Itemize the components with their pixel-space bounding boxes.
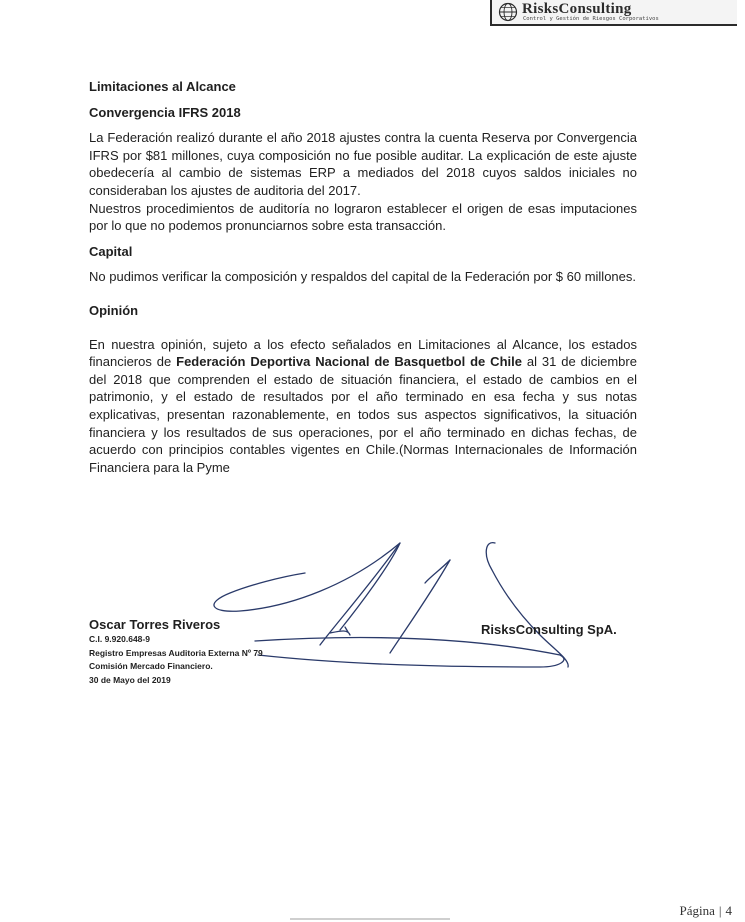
- signer-ci: C.I. 9.920.648-9: [89, 634, 150, 644]
- limitaciones-heading: Limitaciones al Alcance: [89, 79, 236, 94]
- opinion-text-pre: En nuestra opinión, sujeto a los efecto señalados en Limitaciones al Alcance, los estados financieros de: [89, 336, 637, 370]
- page-label: Página: [679, 903, 715, 918]
- opinion-heading: Opinión: [89, 302, 139, 318]
- page-separator: |: [718, 903, 722, 918]
- opinion-text-post: al 31 de diciembre del 2018 que comprenden el estado de situación financiera, el estado de cambios en el patrimonio, y el estado de resultados por el año terminado en esa fecha y sus notas explicativas, presentan razonablemente, en todos sus aspectos significativos, la situación financiera y los resultados de sus operaciones, por el año terminado en dichas fechas, de acuerdo con principios contables vigentes en Chile.(Normas Internacionales de Información Financiera para la Pyme: [89, 354, 637, 475]
- page-number: 4: [725, 903, 732, 918]
- scan-edge-mark: [290, 918, 450, 920]
- brand-name: RisksConsulting: [522, 1, 632, 17]
- signer-name: Oscar Torres Riveros: [89, 617, 221, 632]
- company-logo: [490, 0, 737, 26]
- convergencia-heading: Convergencia IFRS 2018: [89, 104, 241, 120]
- page-footer: [680, 903, 733, 919]
- globe-icon: [498, 2, 518, 22]
- brand-tagline: Control y Gestión de Riesgos Corporativos: [523, 16, 659, 22]
- convergencia-paragraph-2: Nuestros procedimientos de auditoría no lograron establecer el origen de esas imputaciones por lo que no podemos pronunciarnos sobre esta transacción.: [89, 200, 637, 234]
- opinion-paragraph: [89, 336, 637, 477]
- firm-name: RisksConsulting SpA.: [481, 622, 617, 637]
- entity-name: Federación Deportiva Nacional de Basquetbol de Chile: [176, 354, 522, 370]
- report-body: [89, 78, 637, 476]
- capital-heading: Capital: [89, 243, 133, 259]
- capital-paragraph: No pudimos verificar la composición y respaldos del capital de la Federación por $ 60 millones.: [89, 269, 636, 285]
- signer-block: [89, 617, 263, 687]
- signer-comision: Comisión Mercado Financiero.: [89, 661, 213, 671]
- signer-registro: Registro Empresas Auditoria Externa Nº 79: [89, 647, 263, 658]
- convergencia-paragraph-1: La Federación realizó durante el año 2018 ajustes contra la cuenta Reserva por Convergencia IFRS por $81 millones, cuya composición no fue posible auditar. La explicación de este ajuste obedecería al cambio de sistemas ERP a mediados del 2018 cuyos saldos iniciales no consideraban los ajustes de auditoria del 2017.: [89, 130, 637, 198]
- signer-fecha: 30 de Mayo del 2019: [89, 674, 171, 685]
